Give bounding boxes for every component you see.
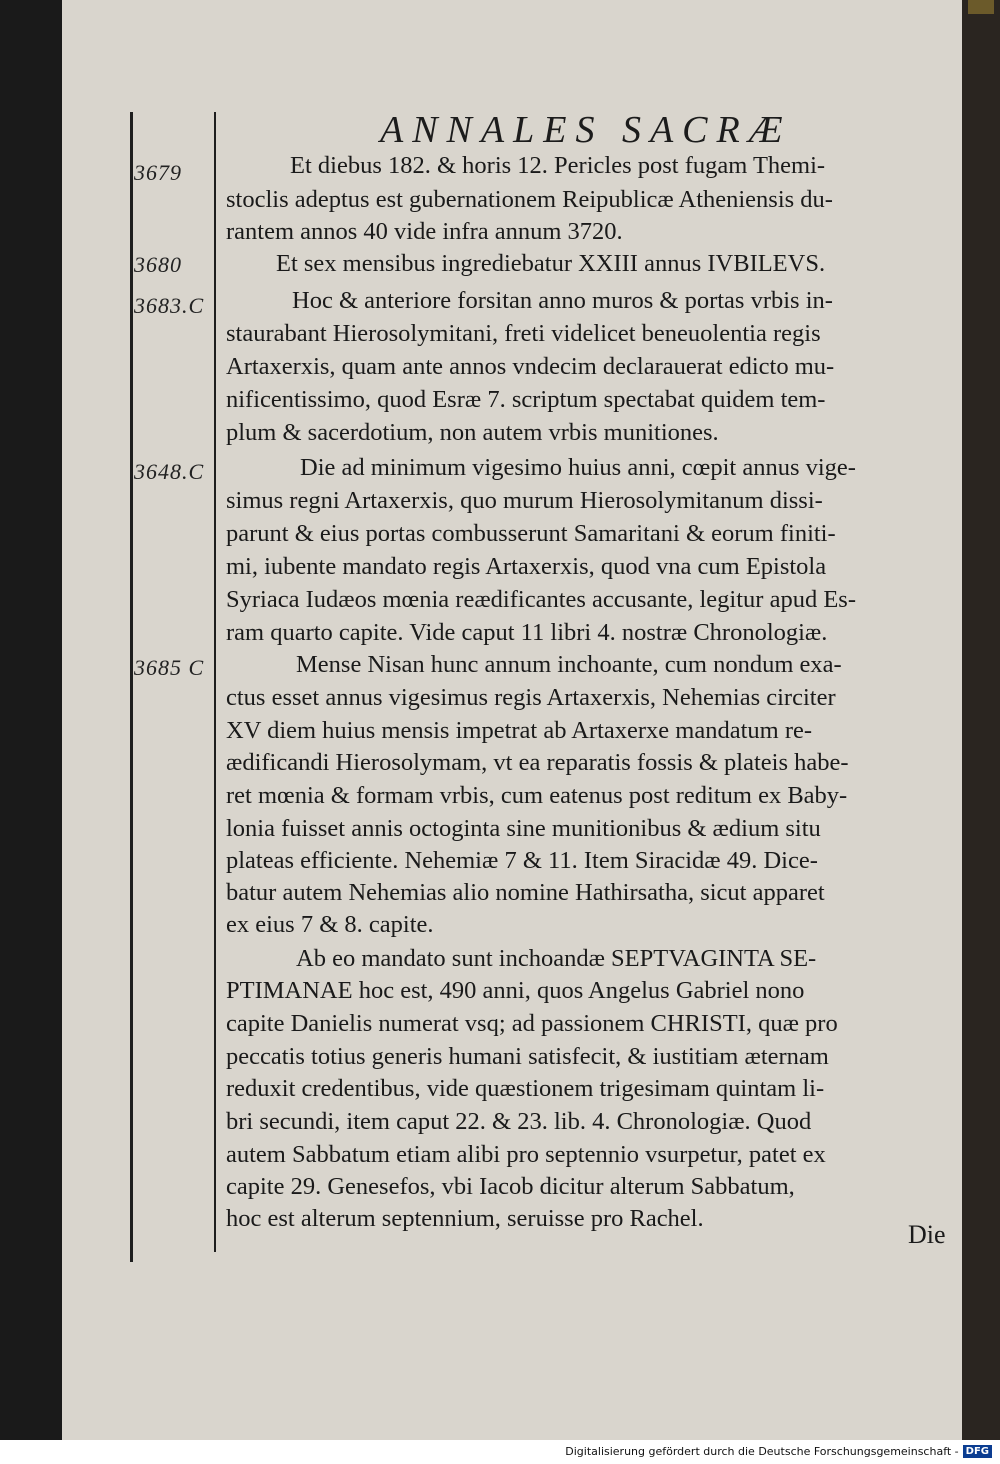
margin-year: 3685 C: [134, 655, 205, 680]
text-line: ædificandi Hierosolymam, vt ea reparatis fossis & plateis habe-: [226, 749, 849, 776]
book-edge: [960, 0, 1000, 1440]
text-line: nificentissimo, quod Esræ 7. scriptum spectabat quidem tem-: [226, 386, 826, 413]
dfg-logo-icon: DFG: [963, 1445, 992, 1458]
text-line: bri secundi, item caput 22. & 23. lib. 4. Chronologiæ. Quod: [226, 1108, 812, 1135]
text-line: Et diebus 182. & horis 12. Pericles post fugam Themi-: [290, 152, 826, 179]
text-line: lonia fuisset annis octoginta sine munitionibus & ædium situ: [226, 815, 821, 842]
running-title: ANNALES SACRÆ: [380, 109, 792, 151]
text-line: reduxit credentibus, vide quæstionem trigesimam quintam li-: [226, 1075, 825, 1102]
text-line: ctus esset annus vigesimus regis Artaxerxis, Nehemias circiter: [226, 684, 836, 711]
text-line: batur autem Nehemias alio nomine Hathirsatha, sicut apparet: [226, 879, 825, 906]
text-line: Et sex mensibus ingrediebatur XXIII annus IVBILEVS.: [276, 250, 826, 277]
text-line: Mense Nisan hunc annum inchoante, cum nondum exa-: [296, 651, 842, 678]
text-line: ram quarto capite. Vide caput 11 libri 4. nostræ Chronologiæ.: [226, 619, 828, 646]
digitization-footer: [565, 1445, 992, 1458]
text-line: Die ad minimum vigesimo huius anni, cœpit annus vige-: [300, 454, 856, 481]
text-line: staurabant Hierosolymitani, freti videlicet beneuolentia regis: [226, 320, 821, 347]
margin-year: 3680: [134, 252, 182, 277]
margin-year: 3679: [134, 160, 182, 185]
text-line: XV diem huius mensis impetrat ab Artaxerxe mandatum re-: [226, 717, 813, 744]
text-line: plum & sacerdotium, non autem vrbis munitiones.: [226, 419, 719, 446]
text-line: ex eius 7 & 8. capite.: [226, 911, 434, 938]
text-line: mi, iubente mandato regis Artaxerxis, quod vna cum Epistola: [226, 553, 827, 580]
text-line: Hoc & anteriore forsitan anno muros & portas vrbis in-: [292, 287, 833, 314]
catchword: Die: [908, 1220, 946, 1249]
text-line: Syriaca Iudæos mœnia reædificantes accusante, legitur apud Es-: [226, 586, 856, 613]
text-line: PTIMANAE hoc est, 490 anni, quos Angelus Gabriel nono: [226, 977, 805, 1004]
text-line: capite 29. Genesefos, vbi Iacob dicitur alterum Sabbatum,: [226, 1173, 795, 1200]
outer-margin-rule: [130, 112, 133, 1262]
text-line: rantem annos 40 vide infra annum 3720.: [226, 218, 623, 245]
text-line: Artaxerxis, quam ante annos vndecim declarauerat edicto mu-: [226, 353, 835, 380]
text-line: simus regni Artaxerxis, quo murum Hierosolymitanum dissi-: [226, 487, 823, 514]
text-line: capite Danielis numerat vsq; ad passionem CHRISTI, quæ pro: [226, 1010, 838, 1037]
text-line: ret mœnia & formam vrbis, cum eatenus post reditum ex Baby-: [226, 782, 848, 809]
margin-year: 3683.C: [134, 293, 205, 318]
inner-margin-rule: [214, 112, 216, 1252]
text-line: parunt & eius portas combusserunt Samaritani & eorum finiti-: [226, 520, 836, 547]
text-line: Ab eo mandato sunt inchoandæ SEPTVAGINTA SE-: [296, 945, 817, 972]
margin-year: 3648.C: [134, 459, 205, 484]
text-line: hoc est alterum septennium, seruisse pro Rachel.: [226, 1205, 704, 1232]
text-line: stoclis adeptus est gubernationem Reipublicæ Atheniensis du-: [226, 186, 833, 213]
page-tab: [968, 0, 994, 14]
text-line: peccatis totius generis humani satisfecit, & iustitiam æternam: [226, 1043, 829, 1070]
footer-text: Digitalisierung gefördert durch die Deutsche Forschungsgemeinschaft -: [565, 1445, 959, 1458]
text-line: plateas efficiente. Nehemiæ 7 & 11. Item Siracidæ 49. Dice-: [226, 847, 818, 874]
text-line: autem Sabbatum etiam alibi pro septennio vsurpetur, patet ex: [226, 1141, 826, 1168]
